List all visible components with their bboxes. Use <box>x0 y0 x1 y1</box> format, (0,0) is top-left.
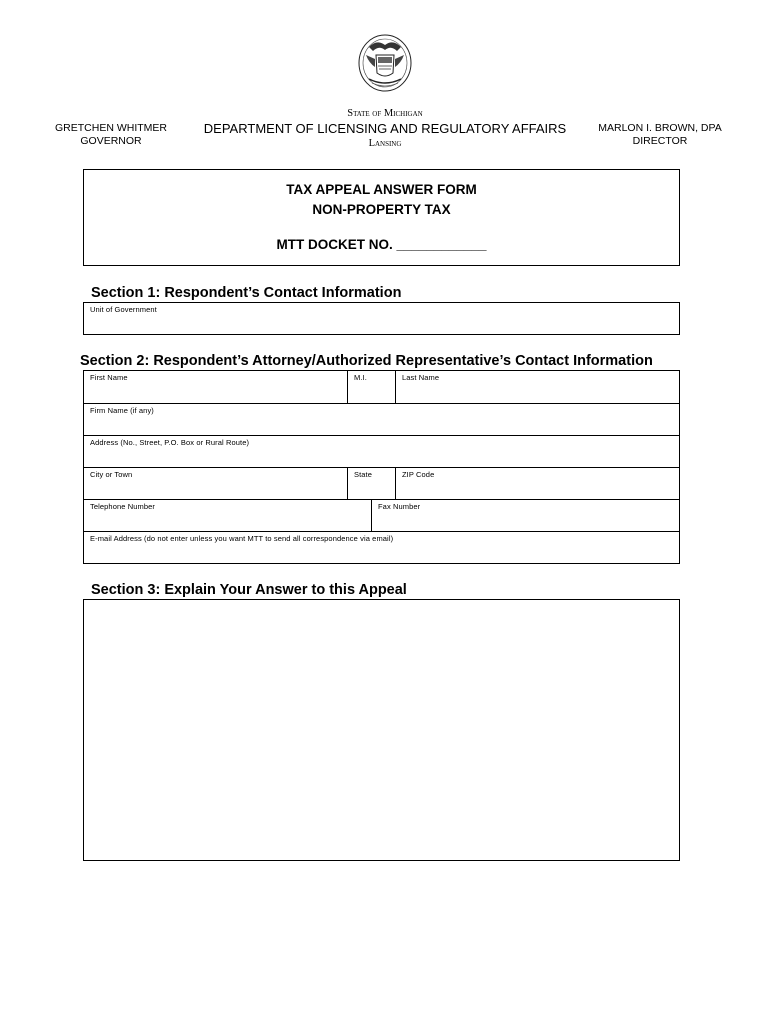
firm-name-label: Firm Name (if any) <box>90 406 154 415</box>
email-field[interactable] <box>84 532 680 564</box>
form-subtitle: NON-PROPERTY TAX <box>312 202 451 217</box>
firm-row <box>84 404 679 436</box>
city-field[interactable] <box>84 468 348 499</box>
state-label: State <box>354 470 373 479</box>
address-label: Address (No., Street, P.O. Box or Rural Route) <box>90 438 250 447</box>
section1-heading: Section 1: Respondent’s Contact Information <box>91 285 402 301</box>
state-name: State of Michigan <box>347 108 423 119</box>
section3-heading: Section 3: Explain Your Answer to this Appeal <box>91 582 407 598</box>
last-name-label: Last Name <box>402 373 440 382</box>
unit-of-government-field[interactable] <box>83 302 680 335</box>
director-name: MARLON I. BROWN, DPA <box>598 122 722 134</box>
director-block <box>590 122 730 148</box>
answer-explanation-field[interactable] <box>83 599 680 861</box>
representative-contact-grid <box>83 370 680 564</box>
address-field[interactable] <box>84 436 680 467</box>
governor-title: GOVERNOR <box>80 135 142 147</box>
form-title: TAX APPEAL ANSWER FORM <box>286 182 477 197</box>
fax-label: Fax Number <box>378 502 421 511</box>
governor-block <box>40 122 182 148</box>
first-name-field[interactable] <box>84 371 348 403</box>
first-name-label: First Name <box>90 373 128 382</box>
zip-code-label: ZIP Code <box>402 470 435 479</box>
unit-of-government-label: Unit of Government <box>90 305 157 314</box>
city-label: City or Town <box>90 470 133 479</box>
email-label: E-mail Address (do not enter unless you want MTT to send all correspondence via email) <box>90 534 394 543</box>
firm-name-field[interactable] <box>84 404 680 435</box>
fax-field[interactable] <box>372 500 680 531</box>
city-row <box>84 468 679 500</box>
michigan-seal-icon <box>357 33 413 93</box>
governor-name: GRETCHEN WHITMER <box>55 122 167 134</box>
form-title-box <box>83 169 680 266</box>
name-row <box>84 371 679 404</box>
last-name-field[interactable] <box>396 371 680 403</box>
telephone-label: Telephone Number <box>90 502 155 511</box>
middle-initial-label: M.I. <box>354 373 367 382</box>
email-row <box>84 532 679 564</box>
telephone-field[interactable] <box>84 500 372 531</box>
city-name: Lansing <box>368 138 402 149</box>
zip-code-field[interactable] <box>396 468 680 499</box>
address-row <box>84 436 679 468</box>
middle-initial-field[interactable] <box>348 371 396 403</box>
director-title: DIRECTOR <box>632 135 688 147</box>
state-field[interactable] <box>348 468 396 499</box>
department-name: DEPARTMENT OF LICENSING AND REGULATORY AFFAIRS <box>203 121 567 136</box>
section2-heading: Section 2: Respondent’s Attorney/Authorized Representative’s Contact Information <box>80 353 653 369</box>
phone-row <box>84 500 679 532</box>
docket-number-field[interactable]: MTT DOCKET NO. ____________ <box>276 237 487 252</box>
